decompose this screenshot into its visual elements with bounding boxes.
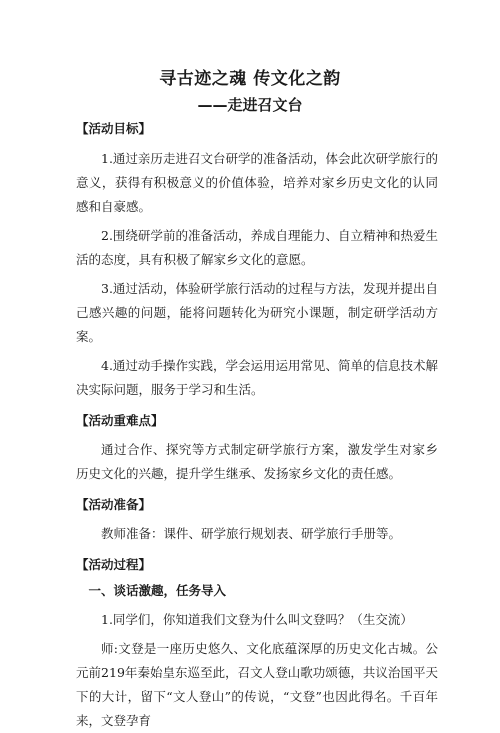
- key-points-text: 通过合作、探究等方式制定研学旅行方案，激发学生对家乡历史文化的兴趣，提升学生继承、发扬家乡文化的责任感。: [76, 442, 438, 481]
- document-subtitle: ——走进召文台: [197, 96, 303, 114]
- process-teacher-text: 师:文登是一座历史悠久、文化底蕴深厚的历史文化古城。公元前219年秦始皇东巡至此，召文人登山歌功颂德，共议治国平天下的大计，留下“文人登山”的传说，“文登”也因此得名。千百年来，文登孕育: [76, 641, 438, 728]
- section-heading-preparation: 【活动准备】: [76, 497, 152, 512]
- process-subheading-1: 一、谈话激趣，任务导入: [88, 583, 227, 598]
- section-heading-goals: 【活动目标】: [76, 121, 152, 136]
- document-title: 寻古迹之魂 传文化之韵: [159, 69, 341, 89]
- section-heading-process: 【活动过程】: [76, 557, 152, 572]
- section-heading-key-points: 【活动重难点】: [76, 413, 164, 428]
- preparation-text: 教师准备：课件、研学旅行规划表、研学旅行手册等。: [101, 526, 402, 541]
- process-question-1: 1.同学们，你知道我们文登为什么叫文登吗？（生交流）: [101, 612, 413, 627]
- goal-item-2: 2.围绕研学前的准备活动，养成自理能力、自立精神和热爱生活的态度，具有积极了解家乡文化的意愿。: [76, 228, 438, 267]
- goal-item-3: 3.通过活动，体验研学旅行活动的过程与方法，发现并提出自己感兴趣的问题，能将问题转化为研究小课题，制定研学活动方案。: [76, 281, 438, 344]
- document-body: [76, 118, 438, 733]
- goal-item-4: 4.通过动手操作实践，学会运用运用常见、简单的信息技术解决实际问题，服务于学习和生活。: [76, 358, 438, 397]
- goal-item-1: 1.通过亲历走进召文台研学的准备活动，体会此次研学旅行的意义，获得有积极意义的价值体验，培养对家乡历史文化的认同感和自豪感。: [76, 151, 438, 214]
